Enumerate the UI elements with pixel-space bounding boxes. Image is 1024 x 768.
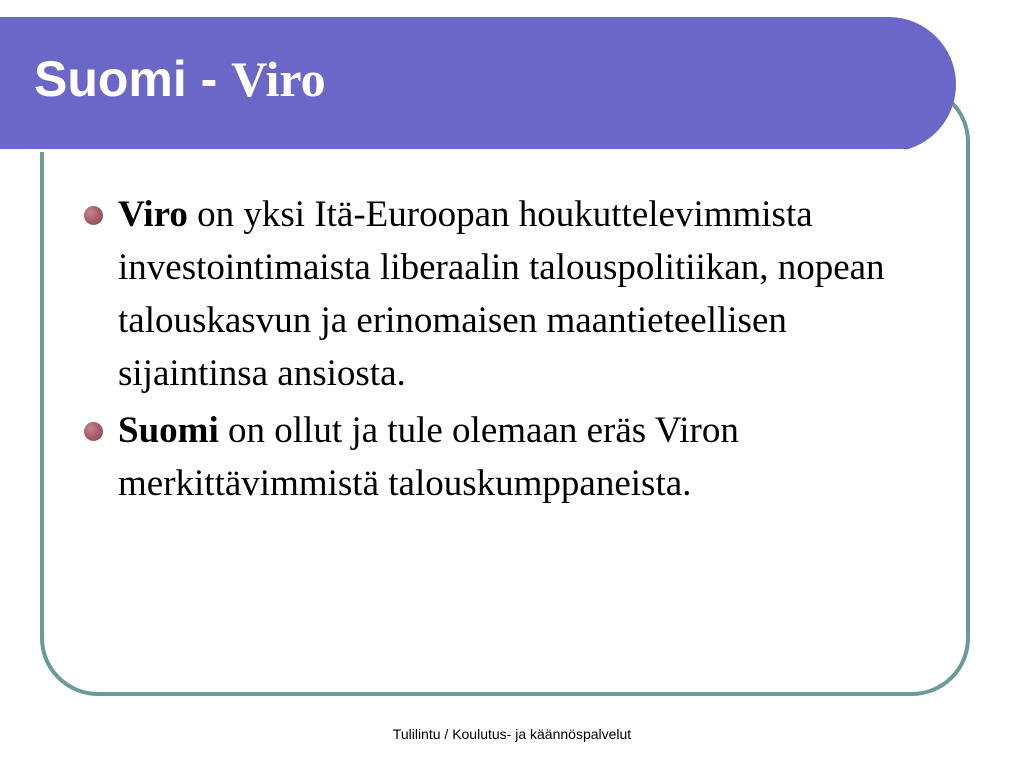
bullet-list [84,188,944,514]
bullet-item [84,188,944,400]
bullet-item [84,404,944,510]
title-divider [0,149,906,152]
bullet-text: on yksi Itä-Euroopan houkuttelevimmista investointimaista liberaalin talouspolitiikan, nopean talouskasvun ja erinomaisen maantieteellisen sijaintinsa ansiosta. [118,194,885,394]
bullet-dot-icon [84,206,103,225]
slide-footer: Tulilintu / Koulutus- ja käännöspalvelut [392,726,632,742]
bullet-dot-icon [84,422,103,441]
slide-title-part2: Viro [231,51,326,107]
bullet-bold-text: Viro [118,194,188,235]
slide-title-part1: Suomi - [34,51,232,107]
slide-title [34,44,326,114]
bullet-bold-text: Suomi [118,410,219,451]
bullet-text: on ollut ja tule olemaan eräs Viron merkittävimmistä talouskumppaneista. [118,410,739,504]
